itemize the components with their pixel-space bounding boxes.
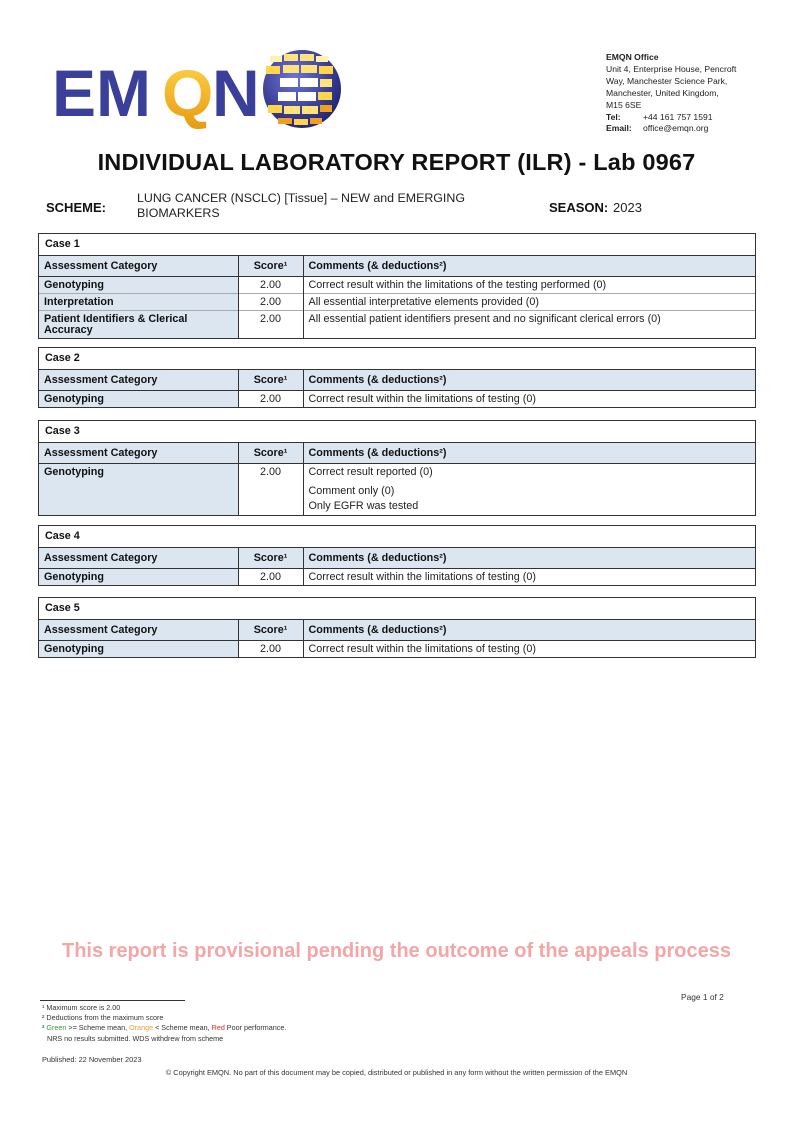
score-cell: 2.00 — [238, 277, 303, 294]
table-row — [39, 294, 755, 311]
case-title: Case 2 — [39, 348, 755, 370]
column-header-category: Assessment Category — [39, 443, 238, 464]
report-title: INDIVIDUAL LABORATORY REPORT (ILR) - Lab 0967 — [97, 149, 696, 175]
column-header-category: Assessment Category — [39, 548, 238, 569]
scheme-value: LUNG CANCER (NSCLC) [Tissue] – NEW and EMERGING BIOMARKERS — [137, 191, 465, 220]
email-value[interactable]: office@emqn.org — [643, 123, 709, 134]
tel-value: +44 161 757 1591 — [643, 111, 713, 122]
category-cell: Patient Identifiers & Clerical Accuracy — [39, 311, 238, 339]
column-header-category: Assessment Category — [39, 370, 238, 391]
provisional-notice: This report is provisional pending the outcome of the appeals process — [61, 940, 731, 962]
score-cell: 2.00 — [238, 391, 303, 408]
footnote-4: NRS no results submitted. WDS withdrew from scheme — [47, 1033, 224, 1043]
footnote-3: ³ Green >= Scheme mean, Orange < Scheme mean, Red Poor performance. — [42, 1023, 287, 1033]
table-row — [39, 641, 755, 658]
table-row — [39, 311, 755, 339]
case-5-table — [38, 597, 756, 658]
column-header-score: Score¹ — [238, 548, 303, 569]
case-2-table — [38, 347, 756, 408]
category-cell: Genotyping — [39, 569, 238, 586]
svg-text:Q: Q — [162, 56, 214, 130]
comment-cell: All essential interpretative elements provided (0) — [308, 296, 539, 308]
case-title: Case 5 — [39, 598, 755, 620]
comment-cell: All essential patient identifiers present and no significant clerical errors (0) — [308, 313, 661, 325]
season-value: 2023 — [613, 200, 642, 215]
column-header-comments: Comments (& deductions²) — [303, 548, 755, 569]
footnotes — [42, 1003, 286, 1044]
score-cell: 2.00 — [238, 311, 303, 339]
legend-green: Green — [46, 1023, 67, 1033]
column-header-comments: Comments (& deductions²) — [303, 370, 755, 391]
address-line: Manchester, United Kingdom, — [606, 87, 719, 98]
svg-text:EM: EM — [52, 56, 151, 130]
comment-cell: Correct result within the limitations of testing (0) — [308, 643, 536, 655]
tel-label: Tel: — [606, 111, 621, 122]
column-header-category: Assessment Category — [39, 620, 238, 641]
email-label: Email: — [606, 123, 632, 134]
column-header-comments: Comments (& deductions²) — [303, 256, 755, 277]
column-header-score: Score¹ — [238, 256, 303, 277]
office-address-block — [606, 52, 776, 135]
case-title: Case 1 — [39, 234, 755, 256]
legend-red: Red — [211, 1023, 225, 1033]
office-heading: EMQN Office — [606, 52, 659, 62]
score-cell: 2.00 — [238, 641, 303, 658]
case-title: Case 3 — [39, 421, 755, 443]
address-line: Unit 4, Enterprise House, Pencroft — [606, 63, 737, 74]
footnote-2: ² Deductions from the maximum score — [42, 1013, 164, 1023]
copyright-notice: © Copyright EMQN. No part of this document may be copied, distributed or published in any form without the written permission of the EMQN — [165, 1068, 628, 1077]
comment-cell: Correct result within the limitations of testing (0) — [308, 571, 536, 583]
table-row — [39, 569, 755, 586]
address-line: M15 6SE — [606, 99, 642, 110]
globe-icon — [263, 50, 341, 128]
page-number: Page 1 of 2 — [681, 992, 724, 1002]
category-cell: Genotyping — [39, 464, 238, 516]
table-row — [39, 464, 755, 516]
category-cell: Genotyping — [39, 641, 238, 658]
season-label: SEASON: — [549, 200, 609, 215]
case-4-table — [38, 525, 756, 586]
comment-cell: Correct result within the limitations of the testing performed (0) — [308, 279, 607, 291]
column-header-comments: Comments (& deductions²) — [303, 620, 755, 641]
footnote-1: ¹ Maximum score is 2.00 — [42, 1003, 121, 1012]
case-1-table — [38, 233, 756, 339]
comment-cell: Correct result reported (0) — [308, 466, 433, 478]
column-header-score: Score¹ — [238, 370, 303, 391]
column-header-category: Assessment Category — [39, 256, 238, 277]
comment-cell: Comment only (0) Only EGFR was tested — [308, 485, 419, 512]
footnote-divider — [40, 1000, 185, 1001]
emqn-logo — [52, 48, 352, 134]
column-header-score: Score¹ — [238, 443, 303, 464]
category-cell: Interpretation — [39, 294, 238, 311]
case-title: Case 4 — [39, 526, 755, 548]
score-cell: 2.00 — [238, 569, 303, 586]
scheme-label: SCHEME: — [46, 200, 106, 215]
score-cell: 2.00 — [238, 294, 303, 311]
column-header-comments: Comments (& deductions²) — [303, 443, 755, 464]
published-date: Published: 22 November 2023 — [42, 1055, 142, 1064]
case-3-table — [38, 420, 756, 516]
category-cell: Genotyping — [39, 277, 238, 294]
score-cell: 2.00 — [238, 464, 303, 516]
svg-text:N: N — [212, 56, 260, 130]
comment-cell: Correct result within the limitations of testing (0) — [308, 393, 536, 405]
table-row — [39, 391, 755, 408]
table-row — [39, 277, 755, 294]
category-cell: Genotyping — [39, 391, 238, 408]
column-header-score: Score¹ — [238, 620, 303, 641]
legend-orange: Orange — [129, 1023, 154, 1033]
address-line: Way, Manchester Science Park, — [606, 75, 728, 86]
